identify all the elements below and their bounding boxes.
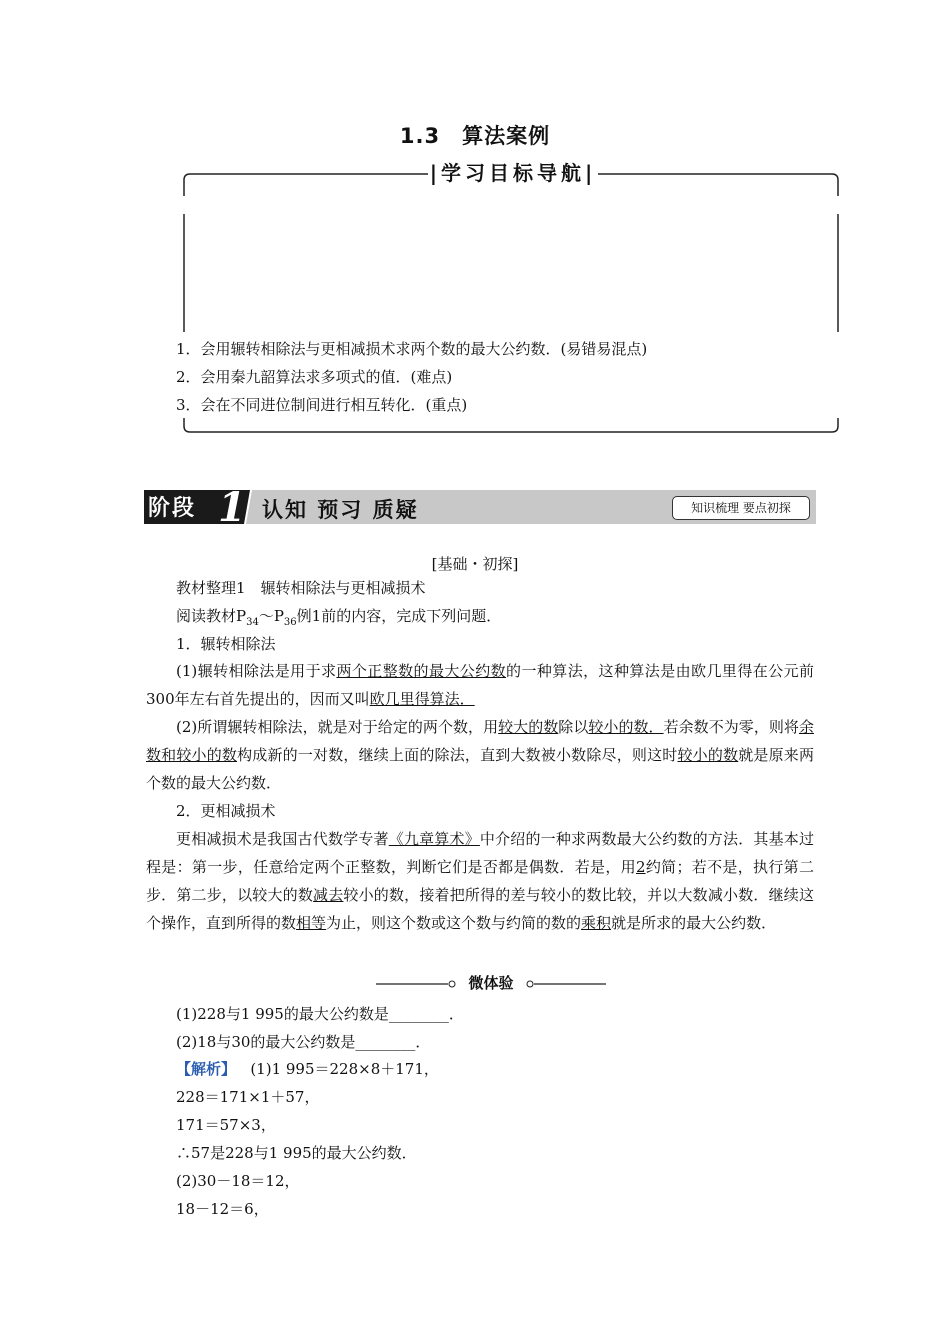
solution-line-6: 18－12＝6，	[176, 1200, 269, 1218]
goal-item-1: 1．会用辗转相除法与更相减损术求两个数的最大公约数．(易错易混点)	[176, 340, 648, 358]
solution-line-5: (2)30－18＝12，	[176, 1172, 300, 1190]
s2-paragraph: 更相减损术是我国古代数学专著《九章算术》中介绍的一种求两数最大公约数的方法．其基本过程是：第一步，任意给定两个正整数，判断它们是否都是偶数．若是，用2约简；若不是，执行第二步．第二步，以较大的数减去较小的数，接着把所得的差与较小的数比较，并以大数减小数．继续这个操作，直到所得的数相等为止，则这个数或这个数与约简的数的乘积就是所求的最大公约数．	[146, 830, 814, 932]
goal-item-2: 2．会用秦九韶算法求多项式的值．(难点)	[176, 368, 453, 386]
micro-question-2: (2)18与30的最大公约数是________．	[176, 1033, 431, 1051]
s1-paragraph-2: (2)所谓辗转相除法，就是对于给定的两个数，用较大的数除以较小的数．若余数不为零，则将余数和较小的数构成新的一对数，继续上面的除法，直到大数被小数除尽，则这时较小的数就是原来两个数的最大公约数．	[146, 718, 814, 792]
solution-line-1: 【解析】 (1)1 995＝228×8＋171，	[176, 1060, 439, 1078]
goal-label-text: 学习目标导航	[441, 161, 585, 185]
stage-title: 认知 预习 质疑	[262, 498, 419, 522]
page-title: 1.3 算法案例	[399, 124, 551, 148]
stage-tag: 知识梳理 要点初探	[672, 496, 810, 520]
material-title: 教材整理1 辗转相除法与更相减损术	[176, 579, 426, 597]
s2-heading: 2．更相减损术	[176, 802, 276, 820]
solution-line-2: 228＝171×1＋57，	[176, 1088, 320, 1106]
solution-line-4: ∴57是228与1 995的最大公约数．	[176, 1144, 417, 1162]
s1-heading: 1．辗转相除法	[176, 635, 276, 653]
solution-line-3: 171＝57×3，	[176, 1116, 276, 1134]
section-tag: [基础・初探]	[431, 555, 519, 573]
goal-label-bar-left: |	[429, 161, 441, 185]
goal-label-bar-right: |	[585, 161, 597, 185]
read-instruction: 阅读教材$P_{34}\sim P_{36}$例1前的内容，完成下列问题．	[176, 607, 502, 628]
solution-label: 【解析】	[176, 1060, 237, 1078]
micro-label: 微体验	[468, 974, 514, 992]
stage-number: 1	[218, 484, 246, 531]
goal-item-3: 3．会在不同进位制间进行相互转化．(重点)	[176, 396, 468, 414]
s1-paragraph-1: (1)辗转相除法是用于求两个正整数的最大公约数的一种算法，这种算法是由欧几里得在公元前300年左右首先提出的，因而又叫欧几里得算法．	[146, 662, 814, 708]
micro-question-1: (1)228与1 995的最大公约数是________．	[176, 1005, 464, 1023]
stage-word: 阶段	[148, 496, 197, 521]
goal-box-label	[428, 157, 598, 186]
